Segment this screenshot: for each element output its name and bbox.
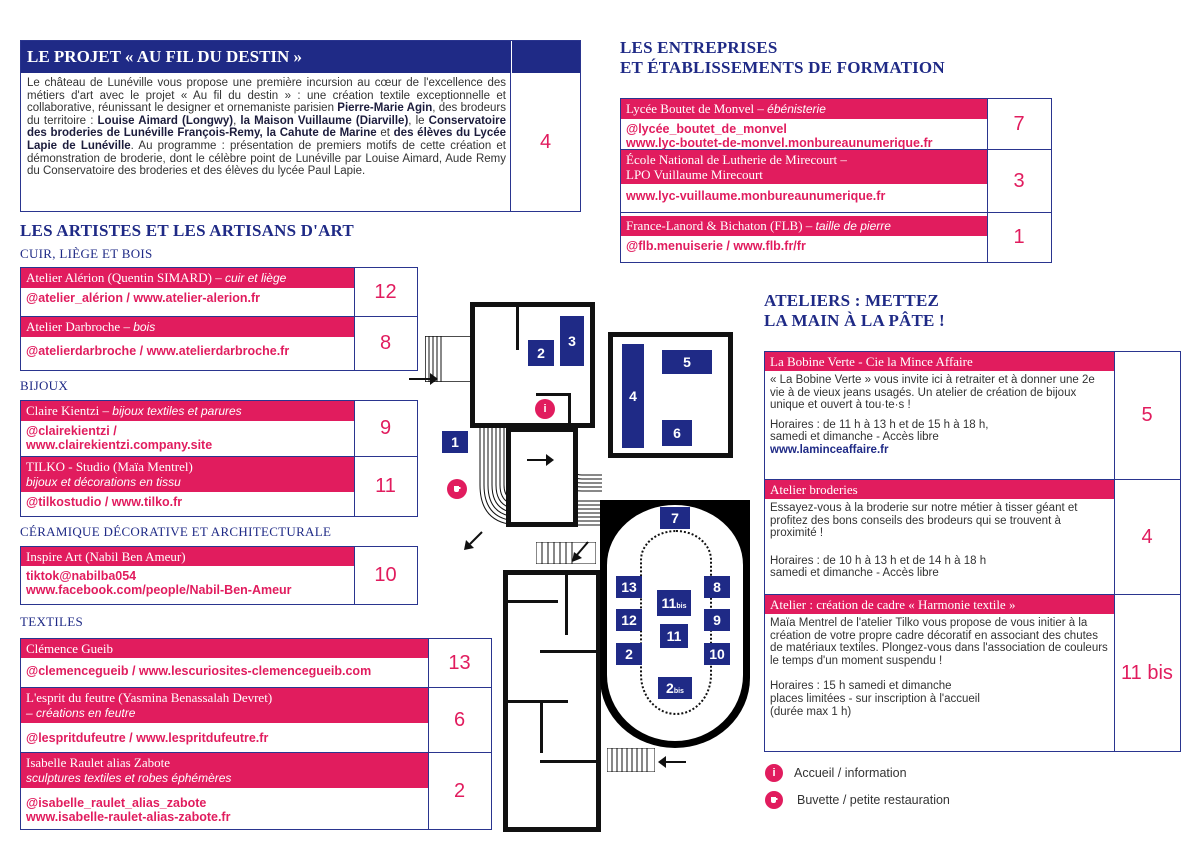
- lutherie-number: 3: [1013, 169, 1025, 192]
- map-info-marker[interactable]: i: [535, 399, 555, 419]
- arrow-entry-left: [462, 530, 484, 552]
- cat-textiles: TEXTILES: [20, 614, 84, 629]
- entry-cadre: Atelier : création de cadre « Harmonie textile » Maïa Mentrel de l'atelier Tilko vous propose de vous initier à la création de votre propre cadre décoratif en associant des chutes de matériaux textiles. Plongez-vous dans l'association de couleurs le temps d'un moment suspendu ! Horaires : 15 h samedi et dimanche places limitées - sur inscription à l'accueil (durée max 1 h) 11 bis: [764, 595, 1181, 752]
- map-marker-8[interactable]: 8: [704, 576, 730, 598]
- projet-box: [20, 40, 581, 212]
- lutherie-links[interactable]: www.lyc-vuillaume.monbureaunumerique.fr: [626, 189, 886, 203]
- entry-inspire: Inspire Art (Nabil Ben Ameur) tiktok@nabilba054 www.facebook.com/people/Nabil-Ben-Ameur 10: [20, 546, 418, 605]
- entry-bobine: La Bobine Verte - Cie la Mince Affaire « La Bobine Verte » vous invite ici à retraiter et à donner une 2e vie à de vieux jeans usagés. Un atelier de création de bijoux unique et ouvert à tou·te·s ! Horaires : de 11 h à 13 h et de 15 h à 18 h, samedi et dimanche - Accès libre www.laminceaffaire.fr 5: [764, 351, 1181, 480]
- entry-darbroche: Atelier Darbroche – bois @atelierdarbroche / www.atelierdarbroche.fr 8: [20, 317, 418, 371]
- entry-lutherie: École National de Lutherie de Mirecourt – LPO Vuillaume Mirecourt www.lyc-vuillaume.monbureaunumerique.fr 3: [620, 150, 1052, 213]
- cup-icon: [765, 791, 783, 809]
- alerion-links[interactable]: @atelier_alérion / www.atelier-alerion.fr: [26, 291, 261, 305]
- entry-kientzi: Claire Kientzi – bijoux textiles et parures @clairekientzi / www.clairekientzi.company.site 9: [20, 400, 418, 457]
- map-marker-11bis[interactable]: 11 bis: [657, 590, 691, 616]
- flb-number: 1: [1013, 226, 1025, 248]
- entry-broderies: Atelier broderies Essayez-vous à la broderie sur notre métier à tisser géant et profitez des bons conseils des brodeurs qui se trouvent à proximité ! Horaires : de 10 h à 13 h et de 14 h à 18 h samedi et dimanche - Accès libre 4: [764, 480, 1181, 595]
- lower-wall-3: [508, 700, 568, 703]
- broderies-number: 4: [1141, 525, 1153, 548]
- room-corridor: [506, 427, 578, 527]
- boutet-links[interactable]: @lycée_boutet_de_monvel www.lyc-boutet-de-monvel.monbureaunumerique.fr: [626, 122, 933, 150]
- info-icon: i: [765, 764, 783, 782]
- bobine-link[interactable]: www.laminceaffaire.fr: [770, 443, 889, 456]
- legend-buvette: Buvette / petite restauration: [797, 793, 950, 807]
- artistes-title: LES ARTISTES ET LES ARTISANS D'ART: [20, 221, 354, 240]
- projet-text: Le château de Lunéville vous propose une première incursion au cœur de l'excellence des métiers d'art avec le projet « Au fil du destin » : une création textile exceptionnelle et collaborative, réunissant le designer et ornemaniste parisien Pierre-Marie Agin, des brodeurs du territoire : Louise Aimard (Longwy), la Maison Vuillaume (Diarville), le Conservatoire des broderies de Lunéville François-Remy, la Cahute de Marine et des élèves du Lycée Lapie de Lunéville. Au programme : présentation de premiers motifs de cette création et démonstration de broderie, dont le célèbre point de Lunéville par Louise Aimard, Aude Remy du Conservatoire des broderies et des élèves du lycée Paul Lapie.: [21, 73, 511, 211]
- entry-raulet: Isabelle Raulet alias Zabote sculptures textiles et robes éphémères @isabelle_raulet_alias_zabote www.isabelle-raulet-alias-zabote.fr 2: [20, 753, 492, 830]
- arrow-corridor: [526, 452, 554, 468]
- kientzi-number: 9: [379, 417, 392, 439]
- boutet-number: 7: [1013, 112, 1025, 135]
- entry-gueib: Clémence Gueib @clemencegueib / www.lescuriosites-clemencegueib.com 13: [20, 638, 492, 688]
- alerion-number: 12: [374, 280, 397, 303]
- map-marker-9[interactable]: 9: [704, 609, 730, 631]
- darbroche-number: 8: [379, 332, 392, 354]
- flb-links[interactable]: @flb.menuiserie / www.flb.fr/fr: [626, 239, 806, 253]
- tilko-number: 11: [375, 475, 396, 497]
- feutre-number: 6: [453, 708, 466, 731]
- map-marker-2[interactable]: 2: [616, 643, 642, 665]
- map-marker-4[interactable]: 4: [622, 344, 644, 448]
- tilko-links[interactable]: @tilkostudio / www.tilko.fr: [26, 495, 183, 509]
- entry-flb: France-Lanord & Bichaton (FLB) – taille de pierre @flb.menuiserie / www.flb.fr/fr 1: [620, 213, 1052, 263]
- map-buvette-marker[interactable]: [447, 479, 467, 499]
- entry-feutre: L'esprit du feutre (Yasmina Benassalah Devret) – créations en feutre @lespritdufeutre / www.lespritdufeutre.fr 6: [20, 688, 492, 753]
- map-marker-2bis[interactable]: 2 bis: [658, 677, 692, 699]
- gueib-links[interactable]: @clemencegueib / www.lescuriosites-clemencegueib.com: [26, 664, 372, 678]
- map-marker-12[interactable]: 12: [616, 609, 642, 631]
- map-marker-11[interactable]: 11: [660, 624, 688, 648]
- entreprises-title: LES ENTREPRISES ET ÉTABLISSEMENTS DE FORMATION: [620, 38, 945, 77]
- cat-bijoux: BIJOUX: [20, 378, 69, 393]
- lower-wall-6: [540, 703, 543, 753]
- entry-boutet: Lycée Boutet de Monvel – ébénisterie @lycée_boutet_de_monvel www.lyc-boutet-de-monvel.monbureaunumerique.fr 7: [620, 98, 1052, 150]
- inspire-number: 10: [374, 564, 397, 586]
- projet-header-right: [511, 41, 580, 73]
- arrow-entry-top: [408, 371, 438, 387]
- projet-number: 4: [539, 130, 552, 153]
- map-marker-6[interactable]: 6: [662, 420, 692, 446]
- inspire-links[interactable]: tiktok@nabilba054 www.facebook.com/people/Nabil-Ben-Ameur: [26, 569, 292, 597]
- projet-title: LE PROJET « AU FIL DU DESTIN »: [27, 47, 303, 66]
- lower-wall-5: [565, 575, 568, 635]
- projet-header: [21, 41, 511, 73]
- arrow-mid: [570, 540, 590, 564]
- map-marker-1[interactable]: 1: [442, 431, 468, 453]
- ateliers-title: ATELIERS : METTEZ LA MAIN À LA PÂTE !: [764, 291, 945, 330]
- darbroche-links[interactable]: @atelierdarbroche / www.atelierdarbroche.fr: [26, 344, 290, 358]
- entry-tilko: TILKO - Studio (Maïa Mentrel) bijoux et décorations en tissu @tilkostudio / www.tilko.fr 11: [20, 457, 418, 517]
- map-marker-13[interactable]: 13: [616, 576, 642, 598]
- room-top-wall: [516, 305, 519, 350]
- stairs-bottom: [607, 748, 655, 772]
- map-marker-10[interactable]: 10: [704, 643, 730, 665]
- raulet-links[interactable]: @isabelle_raulet_alias_zabote www.isabelle-raulet-alias-zabote.fr: [26, 796, 231, 824]
- cat-cuir: CUIR, LIÈGE ET BOIS: [20, 246, 153, 261]
- bobine-number: 5: [1141, 404, 1153, 426]
- map-marker-5[interactable]: 5: [662, 350, 712, 374]
- map-marker-7[interactable]: 7: [660, 507, 690, 529]
- map-marker-2-top[interactable]: 2: [528, 340, 554, 366]
- arrow-bottom: [656, 754, 688, 770]
- lower-wall-4: [540, 760, 596, 763]
- legend-accueil: Accueil / information: [794, 766, 907, 780]
- feutre-links[interactable]: @lespritdufeutre / www.lespritdufeutre.fr: [26, 731, 269, 745]
- entry-alerion: Atelier Alérion (Quentin SIMARD) – cuir et liège @atelier_alérion / www.atelier-alerion.fr 12: [20, 267, 418, 317]
- lower-wall-2: [540, 650, 596, 653]
- raulet-number: 2: [453, 779, 466, 802]
- kientzi-links[interactable]: @clairekientzi / www.clairekientzi.company.site: [26, 424, 213, 452]
- cadre-number: 11 bis: [1121, 661, 1173, 684]
- gueib-number: 13: [448, 651, 471, 674]
- map-marker-3[interactable]: 3: [560, 316, 584, 366]
- cat-ceramique: CÉRAMIQUE DÉCORATIVE ET ARCHITECTURALE: [20, 524, 332, 539]
- lower-wall-1: [508, 600, 558, 603]
